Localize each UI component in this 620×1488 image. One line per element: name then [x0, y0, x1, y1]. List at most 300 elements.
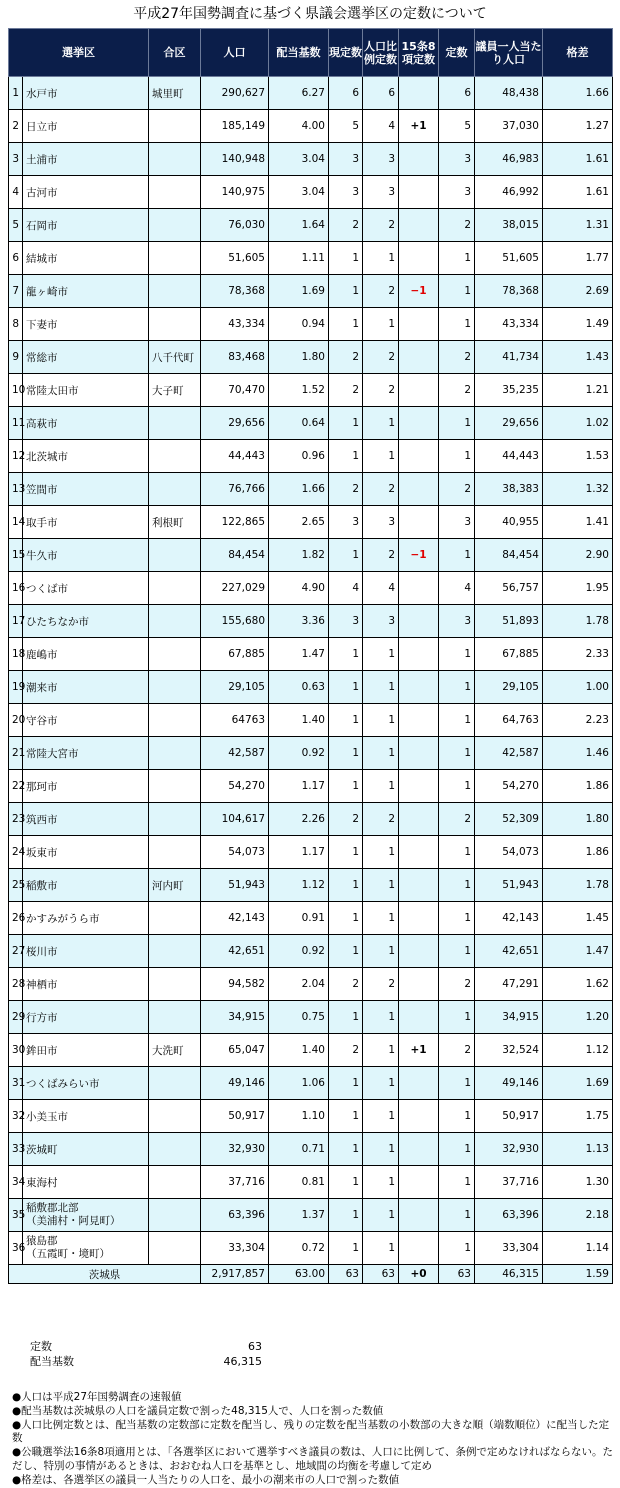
base-value: 1.64: [269, 209, 329, 242]
merged-area: [149, 968, 201, 1001]
per-member-population: 42,143: [475, 902, 543, 935]
district-name: 高萩市: [23, 407, 149, 440]
population: 67,885: [201, 638, 269, 671]
adjustment: [399, 1166, 439, 1199]
header-ratio: 格差: [543, 29, 613, 77]
table-row: [9, 1133, 613, 1166]
table-row: [9, 506, 613, 539]
disparity-ratio: 1.78: [543, 869, 613, 902]
per-member-population: 46,992: [475, 176, 543, 209]
population: 33,304: [201, 1232, 269, 1265]
current-seats: 1: [329, 1166, 363, 1199]
table-row: [9, 1001, 613, 1034]
current-seats: 2: [329, 1034, 363, 1067]
current-seats: 6: [329, 77, 363, 110]
per-member-population: 56,757: [475, 572, 543, 605]
table-row: [9, 1232, 613, 1265]
header-current-seats: 現定数: [329, 29, 363, 77]
seats: 1: [439, 638, 475, 671]
district-name: 潮来市: [23, 671, 149, 704]
current-seats: 1: [329, 440, 363, 473]
seats: 1: [439, 1232, 475, 1265]
base-value: 1.40: [269, 1034, 329, 1067]
disparity-ratio: 1.80: [543, 803, 613, 836]
row-number: 2: [9, 110, 23, 143]
row-number: 31: [9, 1067, 23, 1100]
disparity-ratio: 1.49: [543, 308, 613, 341]
disparity-ratio: 1.75: [543, 1100, 613, 1133]
population: 78,368: [201, 275, 269, 308]
proportional-seats: 3: [363, 506, 399, 539]
population: 227,029: [201, 572, 269, 605]
population: 122,865: [201, 506, 269, 539]
disparity-ratio: 1.78: [543, 605, 613, 638]
proportional-seats: 3: [363, 143, 399, 176]
district-name-line1: 稲敷郡北部: [26, 1202, 79, 1214]
seats: 1: [439, 869, 475, 902]
adjustment: [399, 968, 439, 1001]
proportional-seats: 1: [363, 1034, 399, 1067]
population: 51,943: [201, 869, 269, 902]
adjustment: [399, 308, 439, 341]
row-number: 9: [9, 341, 23, 374]
total-population: 2,917,857: [201, 1265, 269, 1284]
district-name: 鉾田市: [23, 1034, 149, 1067]
row-number: 19: [9, 671, 23, 704]
base-value: 0.91: [269, 902, 329, 935]
population: 70,470: [201, 374, 269, 407]
base-value: 3.04: [269, 143, 329, 176]
base-value: 0.96: [269, 440, 329, 473]
district-name: 筑西市: [23, 803, 149, 836]
district-name: 小美玉市: [23, 1100, 149, 1133]
disparity-ratio: 2.33: [543, 638, 613, 671]
population: 64763: [201, 704, 269, 737]
row-number: 15: [9, 539, 23, 572]
merged-area: [149, 1133, 201, 1166]
row-number: 7: [9, 275, 23, 308]
merged-area: [149, 836, 201, 869]
per-member-population: 37,030: [475, 110, 543, 143]
district-name-line1: 猿島郡: [26, 1235, 58, 1247]
notes: [12, 1391, 616, 1488]
current-seats: 1: [329, 737, 363, 770]
row-number: 24: [9, 836, 23, 869]
district-name: 笠間市: [23, 473, 149, 506]
current-seats: 2: [329, 209, 363, 242]
table-row: [9, 836, 613, 869]
seats: 1: [439, 1067, 475, 1100]
proportional-seats: 1: [363, 407, 399, 440]
merged-area: 大子町: [149, 374, 201, 407]
district-name: [23, 1232, 149, 1265]
merged-area: [149, 638, 201, 671]
merged-area: [149, 1166, 201, 1199]
merged-area: [149, 1232, 201, 1265]
proportional-seats: 1: [363, 1166, 399, 1199]
base-value: 2.26: [269, 803, 329, 836]
per-member-population: 67,885: [475, 638, 543, 671]
header-population: 人口: [201, 29, 269, 77]
row-number: 5: [9, 209, 23, 242]
district-name-line2: （五霞町・境町）: [26, 1248, 110, 1260]
row-number: 28: [9, 968, 23, 1001]
current-seats: 3: [329, 605, 363, 638]
current-seats: 1: [329, 1001, 363, 1034]
base-value: 1.10: [269, 1100, 329, 1133]
per-member-population: 42,587: [475, 737, 543, 770]
table-row: [9, 341, 613, 374]
per-member-population: 29,656: [475, 407, 543, 440]
base-value: 1.17: [269, 770, 329, 803]
table-row: [9, 902, 613, 935]
row-number: 4: [9, 176, 23, 209]
seats: 1: [439, 308, 475, 341]
table-row: [9, 1067, 613, 1100]
current-seats: 4: [329, 572, 363, 605]
per-member-population: 33,304: [475, 1232, 543, 1265]
current-seats: 1: [329, 275, 363, 308]
header-adjustment: 15条8項定数: [399, 29, 439, 77]
district-name: 下妻市: [23, 308, 149, 341]
table-row: [9, 473, 613, 506]
total-ratio: 1.59: [543, 1265, 613, 1284]
population: 76,766: [201, 473, 269, 506]
district-name: 神栖市: [23, 968, 149, 1001]
merged-area: [149, 572, 201, 605]
base-value: 1.12: [269, 869, 329, 902]
base-value: 1.06: [269, 1067, 329, 1100]
disparity-ratio: 1.45: [543, 902, 613, 935]
adjustment: [399, 77, 439, 110]
district-name: 東海村: [23, 1166, 149, 1199]
total-base: 63.00: [269, 1265, 329, 1284]
population: 51,605: [201, 242, 269, 275]
proportional-seats: 1: [363, 308, 399, 341]
header-proportional-seats: 人口比例定数: [363, 29, 399, 77]
table-row: [9, 605, 613, 638]
district-name: 日立市: [23, 110, 149, 143]
note-4: ●公職選挙法16条8項適用とは、「各選挙区において選挙すべき議員の数は、人口に比例して、条例で定めなければならない。ただし、特別の事情があるときは、おおむね人口を基準とし、地域間の均衡を考慮して定め: [12, 1446, 614, 1472]
seats: 1: [439, 902, 475, 935]
adjustment: [399, 473, 439, 506]
row-number: 12: [9, 440, 23, 473]
adjustment: [399, 572, 439, 605]
population: 76,030: [201, 209, 269, 242]
row-number: 27: [9, 935, 23, 968]
seats: 1: [439, 1100, 475, 1133]
table-row: [9, 374, 613, 407]
current-seats: 2: [329, 341, 363, 374]
seats: 1: [439, 737, 475, 770]
current-seats: 3: [329, 143, 363, 176]
per-member-population: 32,930: [475, 1133, 543, 1166]
adjustment: −1: [399, 539, 439, 572]
header-merged: 合区: [149, 29, 201, 77]
table-row: [9, 176, 613, 209]
proportional-seats: 1: [363, 869, 399, 902]
table-row: [9, 77, 613, 110]
adjustment: [399, 209, 439, 242]
population: 54,073: [201, 836, 269, 869]
table-row: [9, 1166, 613, 1199]
current-seats: 2: [329, 803, 363, 836]
district-name: 龍ヶ崎市: [23, 275, 149, 308]
disparity-ratio: 1.46: [543, 737, 613, 770]
proportional-seats: 2: [363, 374, 399, 407]
seats: 1: [439, 770, 475, 803]
table-row: [9, 209, 613, 242]
disparity-ratio: 1.61: [543, 176, 613, 209]
per-member-population: 32,524: [475, 1034, 543, 1067]
per-member-population: 50,917: [475, 1100, 543, 1133]
adjustment: [399, 143, 439, 176]
seats: 3: [439, 605, 475, 638]
per-member-population: 63,396: [475, 1199, 543, 1232]
population: 29,105: [201, 671, 269, 704]
merged-area: [149, 704, 201, 737]
disparity-ratio: 1.14: [543, 1232, 613, 1265]
note-1: ●人口は平成27年国勢調査の速報値: [12, 1391, 182, 1403]
adjustment: [399, 440, 439, 473]
base-value: 4.90: [269, 572, 329, 605]
current-seats: 1: [329, 902, 363, 935]
table-row: [9, 539, 613, 572]
merged-area: [149, 1199, 201, 1232]
base-value: 1.69: [269, 275, 329, 308]
adjustment: [399, 902, 439, 935]
disparity-ratio: 1.69: [543, 1067, 613, 1100]
adjustment: [399, 605, 439, 638]
disparity-ratio: 1.62: [543, 968, 613, 1001]
row-number: 29: [9, 1001, 23, 1034]
merged-area: [149, 1067, 201, 1100]
table-row: [9, 407, 613, 440]
merged-area: [149, 143, 201, 176]
base-value: 0.75: [269, 1001, 329, 1034]
table-row: [9, 572, 613, 605]
seats: 1: [439, 440, 475, 473]
row-number: 8: [9, 308, 23, 341]
summary-seats-value: 63: [248, 1340, 262, 1353]
proportional-seats: 1: [363, 1232, 399, 1265]
district-name: 稲敷市: [23, 869, 149, 902]
disparity-ratio: 1.27: [543, 110, 613, 143]
base-value: 6.27: [269, 77, 329, 110]
base-value: 1.80: [269, 341, 329, 374]
merged-area: [149, 209, 201, 242]
merged-area: [149, 671, 201, 704]
district-name: 桜川市: [23, 935, 149, 968]
seats: 1: [439, 539, 475, 572]
seats: 1: [439, 1133, 475, 1166]
population: 83,468: [201, 341, 269, 374]
disparity-ratio: 1.00: [543, 671, 613, 704]
merged-area: [149, 308, 201, 341]
current-seats: 1: [329, 836, 363, 869]
disparity-ratio: 1.66: [543, 77, 613, 110]
population: 290,627: [201, 77, 269, 110]
row-number: 30: [9, 1034, 23, 1067]
base-value: 0.63: [269, 671, 329, 704]
row-number: 35: [9, 1199, 23, 1232]
district-name: 北茨城市: [23, 440, 149, 473]
district-name: 行方市: [23, 1001, 149, 1034]
merged-area: [149, 473, 201, 506]
disparity-ratio: 2.18: [543, 1199, 613, 1232]
disparity-ratio: 2.69: [543, 275, 613, 308]
per-member-population: 51,893: [475, 605, 543, 638]
district-name: 常総市: [23, 341, 149, 374]
disparity-ratio: 1.95: [543, 572, 613, 605]
merged-area: [149, 242, 201, 275]
current-seats: 2: [329, 968, 363, 1001]
base-value: 4.00: [269, 110, 329, 143]
disparity-ratio: 1.43: [543, 341, 613, 374]
adjustment: [399, 1001, 439, 1034]
current-seats: 1: [329, 770, 363, 803]
district-name-line2: （美浦村・阿見町）: [26, 1215, 121, 1227]
row-number: 23: [9, 803, 23, 836]
base-value: 2.04: [269, 968, 329, 1001]
table-row: [9, 308, 613, 341]
adjustment: [399, 737, 439, 770]
adjustment: −1: [399, 275, 439, 308]
proportional-seats: 2: [363, 209, 399, 242]
per-member-population: 41,734: [475, 341, 543, 374]
adjustment: [399, 176, 439, 209]
proportional-seats: 2: [363, 539, 399, 572]
merged-area: [149, 440, 201, 473]
district-name: 取手市: [23, 506, 149, 539]
proportional-seats: 1: [363, 242, 399, 275]
proportional-seats: 1: [363, 1199, 399, 1232]
base-value: 1.82: [269, 539, 329, 572]
table-row: [9, 242, 613, 275]
proportional-seats: 1: [363, 902, 399, 935]
disparity-ratio: 1.13: [543, 1133, 613, 1166]
disparity-ratio: 1.86: [543, 770, 613, 803]
seats: 5: [439, 110, 475, 143]
current-seats: 3: [329, 506, 363, 539]
adjustment: [399, 407, 439, 440]
base-value: 0.92: [269, 935, 329, 968]
current-seats: 1: [329, 1067, 363, 1100]
merged-area: [149, 407, 201, 440]
seats: 6: [439, 77, 475, 110]
current-seats: 5: [329, 110, 363, 143]
proportional-seats: 3: [363, 605, 399, 638]
proportional-seats: 2: [363, 968, 399, 1001]
district-name: 石岡市: [23, 209, 149, 242]
seats: 3: [439, 176, 475, 209]
per-member-population: 51,605: [475, 242, 543, 275]
base-value: 1.66: [269, 473, 329, 506]
table-row: [9, 1100, 613, 1133]
table-row: [9, 737, 613, 770]
table-row: [9, 869, 613, 902]
population: 94,582: [201, 968, 269, 1001]
per-member-population: 51,943: [475, 869, 543, 902]
adjustment: [399, 506, 439, 539]
seats: 1: [439, 1166, 475, 1199]
merged-area: 八千代町: [149, 341, 201, 374]
base-value: 0.92: [269, 737, 329, 770]
proportional-seats: 1: [363, 638, 399, 671]
adjustment: [399, 1133, 439, 1166]
proportional-seats: 4: [363, 110, 399, 143]
base-value: 1.40: [269, 704, 329, 737]
row-number: 26: [9, 902, 23, 935]
merged-area: 城里町: [149, 77, 201, 110]
seats: 1: [439, 1001, 475, 1034]
proportional-seats: 6: [363, 77, 399, 110]
per-member-population: 44,443: [475, 440, 543, 473]
proportional-seats: 1: [363, 935, 399, 968]
proportional-seats: 1: [363, 1133, 399, 1166]
proportional-seats: 1: [363, 1001, 399, 1034]
base-value: 3.04: [269, 176, 329, 209]
row-number: 22: [9, 770, 23, 803]
base-value: 0.72: [269, 1232, 329, 1265]
population: 155,680: [201, 605, 269, 638]
current-seats: 1: [329, 1199, 363, 1232]
district-name: 坂東市: [23, 836, 149, 869]
disparity-ratio: 2.23: [543, 704, 613, 737]
seats: 2: [439, 374, 475, 407]
disparity-ratio: 1.53: [543, 440, 613, 473]
merged-area: [149, 275, 201, 308]
adjustment: [399, 671, 439, 704]
population: 140,948: [201, 143, 269, 176]
seats: 2: [439, 1034, 475, 1067]
district-name: 茨城町: [23, 1133, 149, 1166]
per-member-population: 47,291: [475, 968, 543, 1001]
per-member-population: 49,146: [475, 1067, 543, 1100]
district-name: つくばみらい市: [23, 1067, 149, 1100]
per-member-population: 37,716: [475, 1166, 543, 1199]
seats: 2: [439, 473, 475, 506]
merged-area: 河内町: [149, 869, 201, 902]
population: 140,975: [201, 176, 269, 209]
merged-area: [149, 110, 201, 143]
base-value: 1.37: [269, 1199, 329, 1232]
current-seats: 1: [329, 671, 363, 704]
population: 63,396: [201, 1199, 269, 1232]
current-seats: 2: [329, 374, 363, 407]
proportional-seats: 1: [363, 1067, 399, 1100]
seats: 1: [439, 704, 475, 737]
row-number: 18: [9, 638, 23, 671]
adjustment: +1: [399, 110, 439, 143]
base-value: 1.17: [269, 836, 329, 869]
seats: 3: [439, 143, 475, 176]
adjustment: [399, 341, 439, 374]
base-value: 0.81: [269, 1166, 329, 1199]
table-row: [9, 1199, 613, 1232]
current-seats: 1: [329, 308, 363, 341]
seats: 1: [439, 1199, 475, 1232]
table-row: [9, 770, 613, 803]
row-number: 11: [9, 407, 23, 440]
population: 44,443: [201, 440, 269, 473]
adjustment: [399, 242, 439, 275]
note-5: ●格差は、各選挙区の議員一人当たりの人口を、最小の潮来市の人口で割った数値: [12, 1473, 400, 1486]
seats: 2: [439, 803, 475, 836]
base-value: 1.52: [269, 374, 329, 407]
note-2: ●配当基数は茨城県の人口を議員定数で割った48,315人で、人口を割った数値: [12, 1404, 384, 1417]
merged-area: 大洗町: [149, 1034, 201, 1067]
